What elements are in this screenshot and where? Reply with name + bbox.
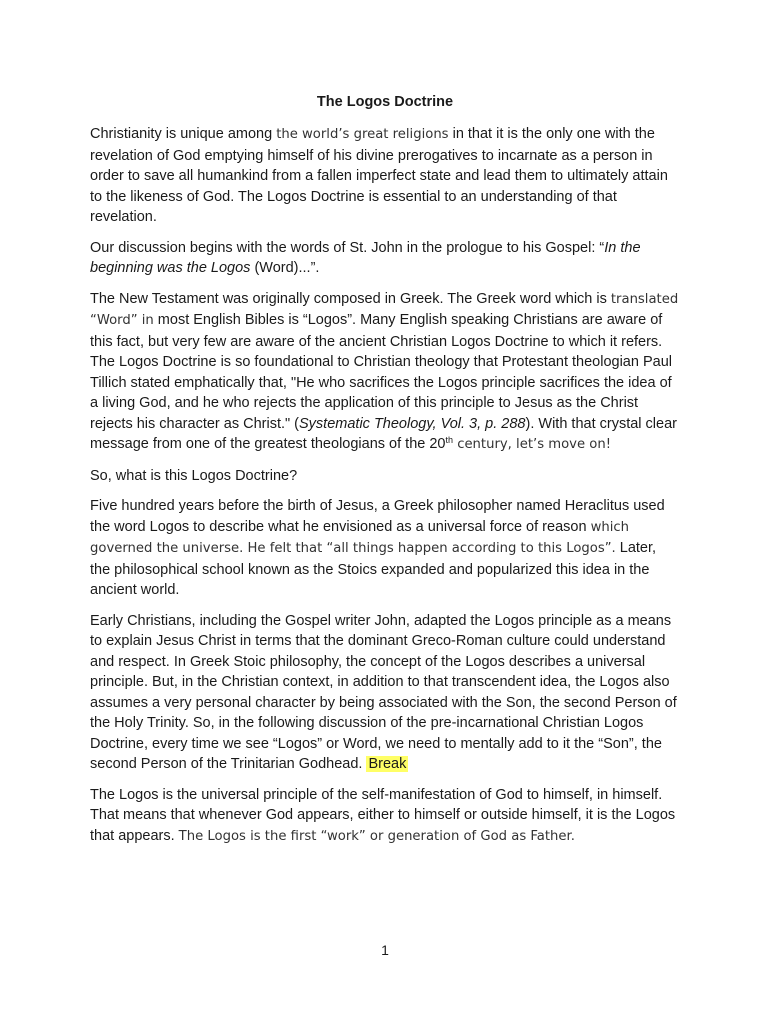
paragraph-universal-principle (90, 785, 680, 848)
text-run: Early Christians, including the Gospel writer John, adapted the Logos principle as a means to explain Jesus Christ in terms that the dominant Greco-Roman culture could understand and respect. In Greek Stoic philosophy, the concept of the Logos describes a universal principle. But, in the Christian context, in addition to that transcendent idea, the Logos also assumes a very personal character by being associated with the Son, the second Person of the Holy Trinity. So, in the following discussion of the pre-incarnational Christian Logos Doctrine, every time we see “Logos” or Word, we need to mentally add to it the “Son”, the second Person of the Trinitarian Godhead. (90, 612, 677, 772)
text-run: The Logos is the universal principle of the self-manifestation of God to himself, in himself. That means that whenever God appears, either to himself or outside himself, it is the Logos that appears. (90, 786, 676, 844)
italic-quote: In the beginning was the Logos (90, 239, 641, 276)
text-run: So, what is this Logos Doctrine? (90, 467, 298, 484)
text-run: Christianity is unique among (90, 126, 277, 142)
text-run: in that it is the only one with the revelation of God emptying himself of his divine prerogatives to incarnate as a person in order to save all humankind from a fallen imperfect state and lead them to ultimately attain to the likeness of God. The Logos Doctrine is essential to an understanding of that revelation. (90, 126, 668, 225)
page-number: 1 (381, 942, 389, 958)
paragraph-intro (90, 124, 680, 228)
paragraph-question (90, 466, 680, 487)
text-run: which governed the universe. He felt that “all things happen according to this Logos”. (90, 519, 629, 556)
document-body (90, 124, 680, 857)
paragraph-new-testament (90, 289, 680, 456)
text-run: most English Bibles is “Logos”. Many English speaking Christians are aware of this fact, but very few are aware of the ancient Christian Logos Doctrine to which it refers. The Logos Doctrine is so foundational to Christian theology that Protestant theologian Paul Tillich stated emphatically that, "He who sacrifices the Logos principle sacrifices the idea of a living God, and he who rejects the application of this principle to Jesus as the Christ rejects his character as Christ." ( (90, 312, 672, 432)
text-run: The New Testament was originally composed in Greek. The Greek word which is (90, 290, 611, 307)
text-run: Five hundred years before the birth of Jesus, a Greek philosopher named Heraclitus used the word Logos to describe what he envisioned as a universal force of reason (90, 498, 665, 535)
highlighted-text: Break (368, 756, 407, 772)
text-run: Our discussion begins with the words of St. John in the prologue to his Gospel: “ (90, 239, 605, 256)
document-title: The Logos Doctrine (316, 94, 454, 110)
text-run: the world’s great religions (276, 127, 449, 142)
paragraph-early-christians (90, 611, 680, 775)
text-run: translated “Word” in (90, 291, 679, 328)
text-run: (Word)...”. (250, 260, 320, 276)
paragraph-st-john (90, 238, 680, 279)
superscript: th (445, 435, 453, 445)
italic-citation: Systematic Theology, Vol. 3, p. 288 (299, 415, 526, 432)
text-run: century, let’s move on! (453, 437, 611, 452)
text-run: ). With that crystal clear message from one of the greatest theologians of the 20 (90, 415, 677, 452)
text-run: Later, the philosophical school known as the Stoics expanded and popularized this idea in the ancient world. (90, 540, 657, 598)
paragraph-heraclitus (90, 496, 680, 601)
text-run: The Logos is the first “work” or generation of God as Father. (178, 828, 575, 844)
